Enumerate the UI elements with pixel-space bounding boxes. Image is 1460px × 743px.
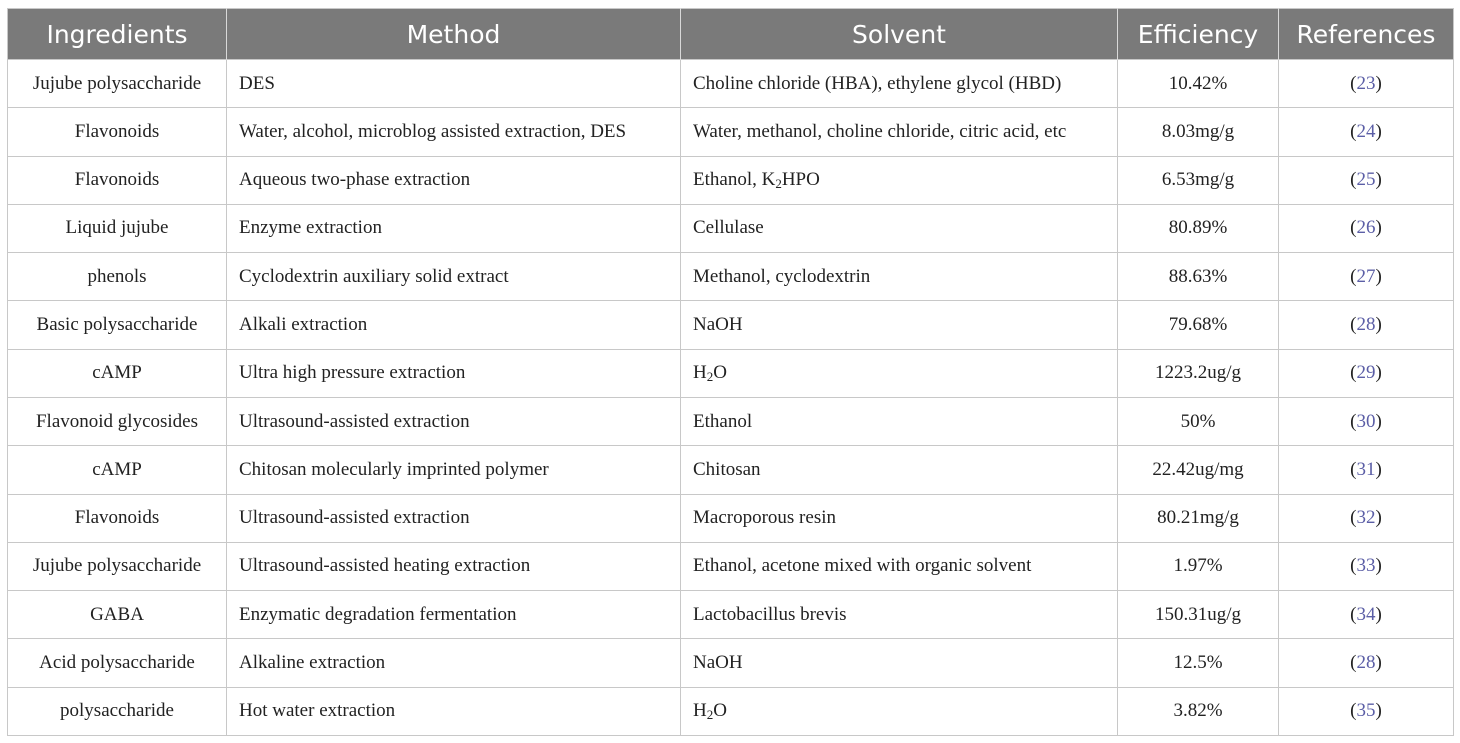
efficiency-cell: 80.21mg/g <box>1118 494 1279 542</box>
reference-link[interactable]: 33 <box>1356 555 1376 577</box>
ingredient-cell: Flavonoids <box>8 494 227 542</box>
table-row <box>8 494 1454 542</box>
method-cell: Alkali extraction <box>227 301 681 349</box>
table-row <box>8 156 1454 204</box>
ingredient-cell: cAMP <box>8 349 227 397</box>
efficiency-cell: 80.89% <box>1118 204 1279 252</box>
efficiency-cell: 3.82% <box>1118 687 1279 735</box>
method-cell: Aqueous two-phase extraction <box>227 156 681 204</box>
method-cell: Chitosan molecularly imprinted polymer <box>227 446 681 494</box>
solvent-cell <box>681 639 1118 687</box>
reference-link[interactable]: 26 <box>1356 217 1376 239</box>
header-ingredients: Ingredients <box>8 9 227 60</box>
efficiency-cell: 12.5% <box>1118 639 1279 687</box>
reference-cell: (34) <box>1279 591 1454 639</box>
method-cell: DES <box>227 60 681 108</box>
method-cell: Ultrasound-assisted heating extraction <box>227 542 681 590</box>
table-row <box>8 204 1454 252</box>
method-cell: Enzyme extraction <box>227 204 681 252</box>
reference-cell: (24) <box>1279 108 1454 156</box>
method-cell: Ultrasound-assisted extraction <box>227 397 681 445</box>
ingredient-cell: cAMP <box>8 446 227 494</box>
reference-cell: (33) <box>1279 542 1454 590</box>
reference-cell: (31) <box>1279 446 1454 494</box>
reference-cell: (25) <box>1279 156 1454 204</box>
solvent-text: NaOH <box>693 314 743 336</box>
solvent-cell <box>681 301 1118 349</box>
reference-link[interactable]: 35 <box>1356 700 1376 722</box>
solvent-cell <box>681 687 1118 735</box>
table-row <box>8 301 1454 349</box>
efficiency-cell: 22.42ug/mg <box>1118 446 1279 494</box>
header-references: References <box>1279 9 1454 60</box>
ingredient-cell: Jujube polysaccharide <box>8 60 227 108</box>
solvent-subscript: 2 <box>706 707 714 723</box>
solvent-cell <box>681 204 1118 252</box>
ingredient-cell: GABA <box>8 591 227 639</box>
ingredient-cell: polysaccharide <box>8 687 227 735</box>
solvent-text: Water, methanol, choline chloride, citric acid, etc <box>693 120 1067 142</box>
solvent-cell <box>681 349 1118 397</box>
solvent-text: Lactobacillus brevis <box>693 603 847 625</box>
efficiency-cell: 1.97% <box>1118 542 1279 590</box>
table-row <box>8 542 1454 590</box>
table-row <box>8 397 1454 445</box>
solvent-text: Cellulase <box>693 217 764 239</box>
efficiency-cell: 79.68% <box>1118 301 1279 349</box>
table-row <box>8 253 1454 301</box>
data-table <box>7 8 1454 736</box>
ingredient-cell: Basic polysaccharide <box>8 301 227 349</box>
efficiency-cell: 88.63% <box>1118 253 1279 301</box>
reference-cell: (29) <box>1279 349 1454 397</box>
reference-link[interactable]: 24 <box>1356 120 1376 142</box>
solvent-text: Ethanol, acetone mixed with organic solvent <box>693 555 1032 577</box>
solvent-cell <box>681 253 1118 301</box>
ingredient-cell: Flavonoids <box>8 108 227 156</box>
reference-link[interactable]: 31 <box>1356 458 1376 480</box>
reference-cell: (23) <box>1279 60 1454 108</box>
table-row <box>8 60 1454 108</box>
solvent-subscript: 2 <box>706 369 714 385</box>
solvent-text-suffix: O <box>713 700 727 722</box>
solvent-subscript: 2 <box>775 176 782 192</box>
reference-link[interactable]: 28 <box>1356 652 1376 674</box>
efficiency-cell: 50% <box>1118 397 1279 445</box>
reference-link[interactable]: 30 <box>1356 410 1376 432</box>
reference-cell: (32) <box>1279 494 1454 542</box>
method-cell: Enzymatic degradation fermentation <box>227 591 681 639</box>
table-header <box>8 9 1454 60</box>
reference-link[interactable]: 25 <box>1356 169 1376 191</box>
ingredient-cell: Liquid jujube <box>8 204 227 252</box>
solvent-text: Macroporous resin <box>693 507 836 529</box>
reference-link[interactable]: 34 <box>1356 603 1376 625</box>
method-cell: Ultra high pressure extraction <box>227 349 681 397</box>
ingredient-cell: Flavonoids <box>8 156 227 204</box>
solvent-text: Chitosan <box>693 458 761 480</box>
header-method: Method <box>227 9 681 60</box>
efficiency-cell: 150.31ug/g <box>1118 591 1279 639</box>
table-row <box>8 591 1454 639</box>
solvent-cell <box>681 591 1118 639</box>
reference-link[interactable]: 29 <box>1356 362 1376 384</box>
reference-link[interactable]: 32 <box>1356 507 1376 529</box>
solvent-text: H <box>693 362 707 384</box>
solvent-cell <box>681 156 1118 204</box>
efficiency-cell: 1223.2ug/g <box>1118 349 1279 397</box>
solvent-cell <box>681 108 1118 156</box>
table-row <box>8 446 1454 494</box>
reference-cell: (35) <box>1279 687 1454 735</box>
table-row <box>8 687 1454 735</box>
header-row <box>8 9 1454 60</box>
solvent-text: Methanol, cyclodextrin <box>693 265 871 287</box>
table-row <box>8 108 1454 156</box>
efficiency-cell: 10.42% <box>1118 60 1279 108</box>
solvent-text: Choline chloride (HBA), ethylene glycol (HBD) <box>693 72 1062 94</box>
solvent-cell <box>681 397 1118 445</box>
reference-link[interactable]: 27 <box>1356 265 1376 287</box>
reference-cell: (28) <box>1279 639 1454 687</box>
efficiency-cell: 8.03mg/g <box>1118 108 1279 156</box>
table-row <box>8 349 1454 397</box>
method-cell: Cyclodextrin auxiliary solid extract <box>227 253 681 301</box>
reference-cell: (28) <box>1279 301 1454 349</box>
table-row <box>8 639 1454 687</box>
ingredient-cell: Jujube polysaccharide <box>8 542 227 590</box>
solvent-text: Ethanol <box>693 410 753 432</box>
solvent-cell <box>681 446 1118 494</box>
ingredient-cell: Flavonoid glycosides <box>8 397 227 445</box>
table-body <box>8 60 1454 736</box>
solvent-text: NaOH <box>693 652 743 674</box>
ingredient-cell: Acid polysaccharide <box>8 639 227 687</box>
reference-link[interactable]: 28 <box>1356 314 1376 336</box>
method-cell: Hot water extraction <box>227 687 681 735</box>
reference-cell: (26) <box>1279 204 1454 252</box>
method-cell: Alkaline extraction <box>227 639 681 687</box>
solvent-text-suffix: HPO <box>781 169 820 191</box>
method-cell: Ultrasound-assisted extraction <box>227 494 681 542</box>
reference-cell: (27) <box>1279 253 1454 301</box>
ingredient-cell: phenols <box>8 253 227 301</box>
header-solvent: Solvent <box>681 9 1118 60</box>
reference-link[interactable]: 23 <box>1356 72 1376 94</box>
method-cell: Water, alcohol, microblog assisted extraction, DES <box>227 108 681 156</box>
reference-cell: (30) <box>1279 397 1454 445</box>
solvent-cell <box>681 494 1118 542</box>
solvent-cell <box>681 60 1118 108</box>
solvent-text: H <box>693 700 707 722</box>
solvent-cell <box>681 542 1118 590</box>
solvent-text: Ethanol, K <box>693 169 776 191</box>
solvent-text-suffix: O <box>713 362 727 384</box>
efficiency-cell: 6.53mg/g <box>1118 156 1279 204</box>
header-efficiency: Efficiency <box>1118 9 1279 60</box>
